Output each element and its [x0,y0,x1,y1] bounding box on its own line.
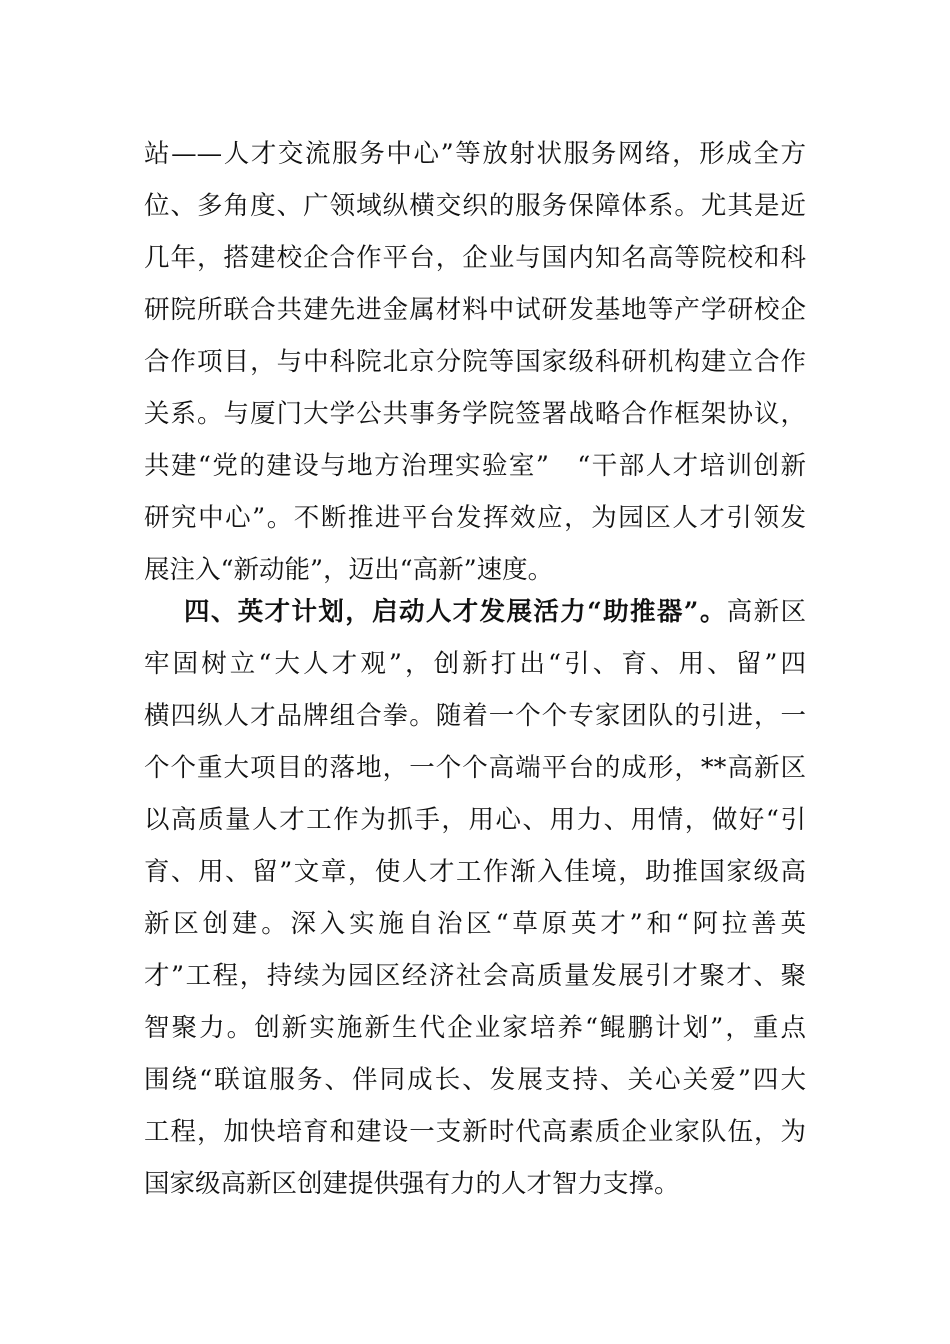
paragraph-talent-plan [144,586,806,1210]
paragraph-platform-cooperation [144,128,806,596]
paragraph-line: 几年，搭建校企合作平台，企业与国内知名高等院校和科 [144,243,806,273]
paragraph-line: 研究中心”。不断推进平台发挥效应，为园区人才引领发 [144,503,806,533]
paragraph-line: 站——人才交流服务中心”等放射状服务网络，形成全方 [144,139,806,169]
paragraph-line: 国家级高新区创建提供强有力的人才智力支撑。 [144,1169,680,1199]
paragraph-line: 育、用、留”文章，使人才工作渐入佳境，助推国家级高 [144,857,806,887]
paragraph-line: 横四纵人才品牌组合拳。随着一个个专家团队的引进，一 [144,701,806,731]
heading-trailing-text: 高新区 [726,597,806,627]
paragraph-line: 研院所联合共建先进金属材料中试研发基地等产学研校企 [144,295,806,325]
section-heading: 四、英才计划，启动人才发展活力“助推器”。 [184,597,727,627]
paragraph-line: 围绕“联谊服务、伴同成长、发展支持、关心关爱”四大 [144,1065,806,1095]
paragraph-first-line [144,586,806,638]
paragraph-line: 智聚力。创新实施新生代企业家培养“鲲鹏计划”，重点 [144,1013,806,1043]
paragraph-line: 位、多角度、广领域纵横交织的服务保障体系。尤其是近 [144,191,806,221]
paragraph-line: 展注入“新动能”，迈出“高新”速度。 [144,555,554,585]
paragraph-line: 牢固树立“大人才观”，创新打出“引、育、用、留”四 [144,649,806,679]
paragraph-line: 新区创建。深入实施自治区“草原英才”和“阿拉善英 [144,909,806,939]
paragraph-line: 共建“党的建设与地方治理实验室” “干部人才培训创新 [144,451,806,481]
paragraph-line: 关系。与厦门大学公共事务学院签署战略合作框架协议， [144,399,806,429]
paragraph-line: 以高质量人才工作为抓手，用心、用力、用情，做好“引 [144,805,806,835]
paragraph-line: 才”工程，持续为园区经济社会高质量发展引才聚才、聚 [144,961,806,991]
paragraph-line: 工程，加快培育和建设一支新时代高素质企业家队伍，为 [144,1117,806,1147]
paragraph-line: 合作项目，与中科院北京分院等国家级科研机构建立合作 [144,347,806,377]
paragraph-line: 个个重大项目的落地，一个个高端平台的成形，**高新区 [144,753,806,783]
